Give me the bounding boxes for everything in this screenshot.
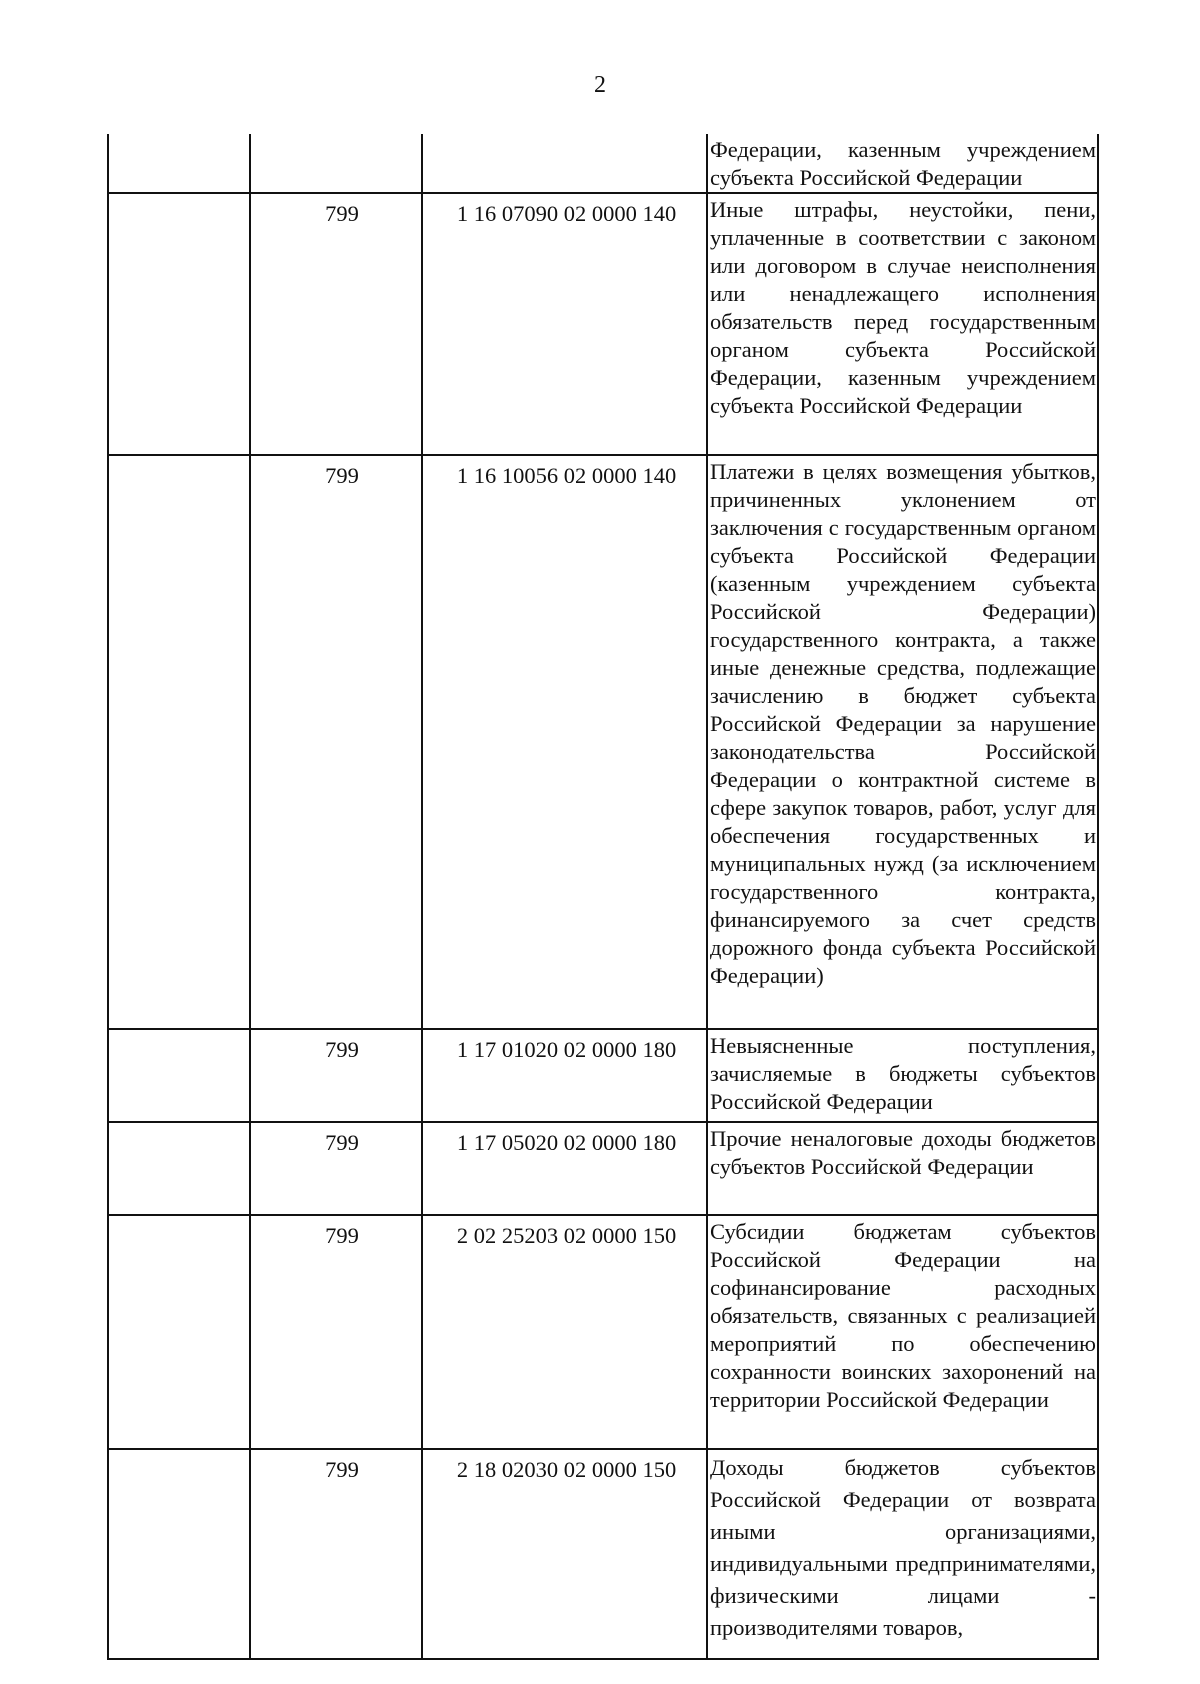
empty-cell: [108, 193, 250, 455]
budget-code-cell: 2 02 25203 02 0000 150: [422, 1215, 707, 1449]
admin-code-cell: 799: [250, 193, 422, 455]
description-cell: Прочие неналоговые доходы бюджетов субъектов Российской Федерации: [707, 1122, 1098, 1215]
description-cell: Иные штрафы, неустойки, пени, уплаченные в соответствии с законом или договором в случае неисполнения или ненадлежащего исполнения обязательств перед государственным органом субъекта Российской Федерации, казенным учреждением субъекта Российской Федерации: [707, 193, 1098, 455]
empty-cell: [108, 134, 250, 193]
empty-cell: [422, 134, 707, 193]
description-cell: Федерации, казенным учреждением субъекта Российской Федерации: [707, 134, 1098, 193]
budget-code-cell: 1 16 10056 02 0000 140: [422, 455, 707, 1029]
empty-cell: [108, 1449, 250, 1659]
table-row: [108, 1029, 1098, 1122]
empty-cell: [108, 455, 250, 1029]
table-row: [108, 193, 1098, 455]
admin-code-cell: 799: [250, 1449, 422, 1659]
admin-code-cell: 799: [250, 1122, 422, 1215]
budget-code-cell: 1 16 07090 02 0000 140: [422, 193, 707, 455]
budget-code-cell: 1 17 05020 02 0000 180: [422, 1122, 707, 1215]
budget-code-cell: 2 18 02030 02 0000 150: [422, 1449, 707, 1659]
empty-cell: [250, 134, 422, 193]
budget-code-cell: 1 17 01020 02 0000 180: [422, 1029, 707, 1122]
description-cell: Невыясненные поступления, зачисляемые в бюджеты субъектов Российской Федерации: [707, 1029, 1098, 1122]
empty-cell: [108, 1122, 250, 1215]
revenue-codes-table: [107, 134, 1099, 1660]
description-cell: Доходы бюджетов субъектов Российской Федерации от возврата иными организациями, индивидуальными предпринимателями, физическими лицами - производителями товаров,: [707, 1449, 1098, 1659]
page-number: 2: [594, 72, 606, 98]
admin-code-cell: 799: [250, 1029, 422, 1122]
admin-code-cell: 799: [250, 1215, 422, 1449]
table-row: [108, 1122, 1098, 1215]
table-row: [108, 1215, 1098, 1449]
table-row: [108, 1449, 1098, 1659]
description-cell: Субсидии бюджетам субъектов Российской Федерации на софинансирование расходных обязательств, связанных с реализацией мероприятий по обеспечению сохранности воинских захоронений на территории Российской Федерации: [707, 1215, 1098, 1449]
description-cell: Платежи в целях возмещения убытков, причиненных уклонением от заключения с государственным органом субъекта Российской Федерации (казенным учреждением субъекта Российской Федерации) государственного контракта, а также иные денежные средства, подлежащие зачислению в бюджет субъекта Российской Федерации за нарушение законодательства Российской Федерации о контрактной системе в сфере закупок товаров, работ, услуг для обеспечения государственных и муниципальных нужд (за исключением государственного контракта, финансируемого за счет средств дорожного фонда субъекта Российской Федерации): [707, 455, 1098, 1029]
table-row: [108, 455, 1098, 1029]
empty-cell: [108, 1029, 250, 1122]
empty-cell: [108, 1215, 250, 1449]
admin-code-cell: 799: [250, 455, 422, 1029]
table-row-continuation: [108, 134, 1098, 193]
